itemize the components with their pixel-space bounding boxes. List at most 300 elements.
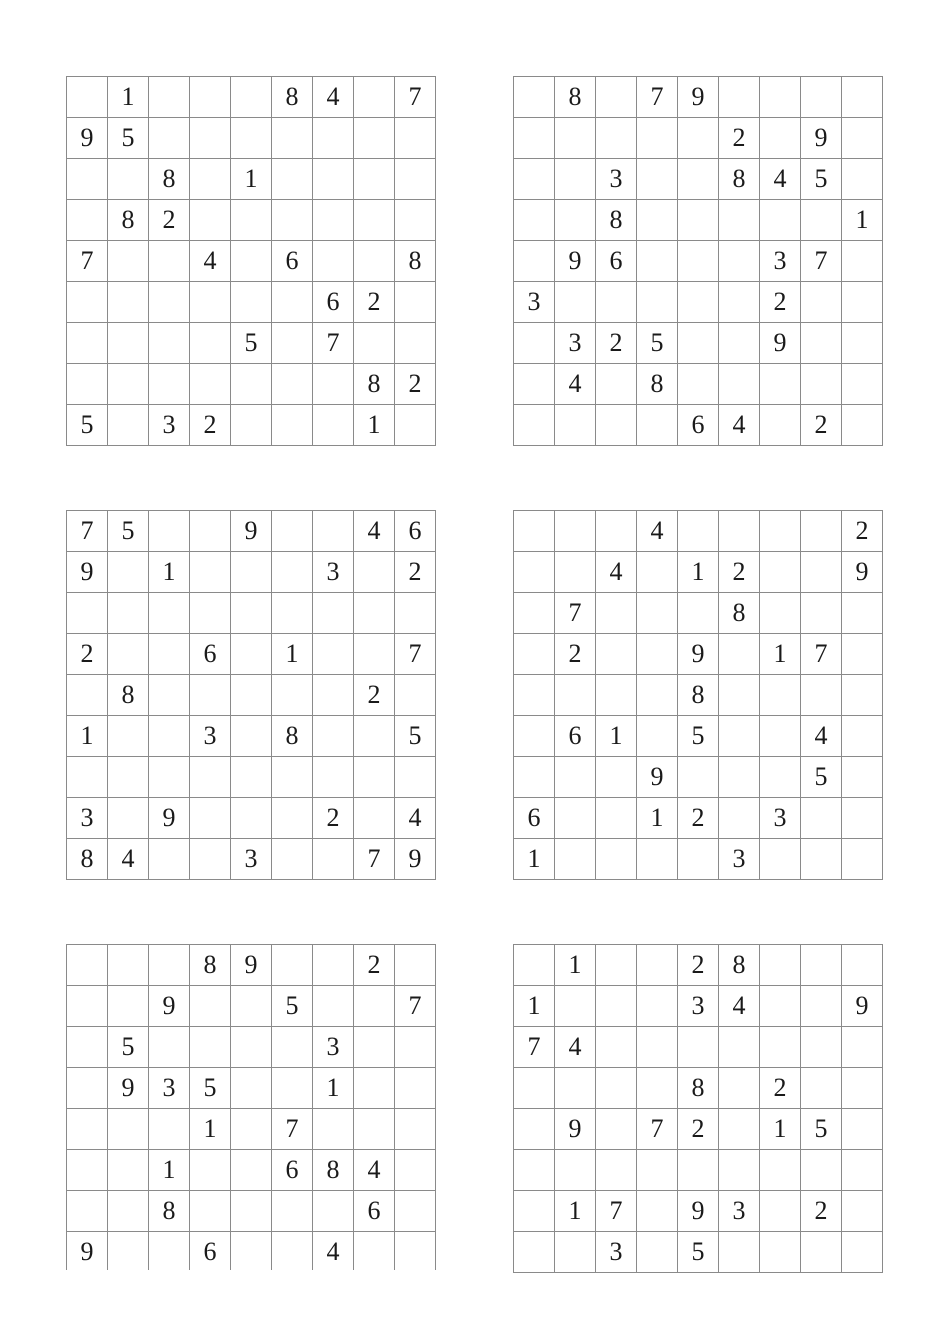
grid-cell: 3 bbox=[313, 552, 354, 593]
grid-cell bbox=[231, 364, 272, 405]
grid-cell bbox=[637, 241, 678, 282]
grid-cell bbox=[354, 716, 395, 757]
grid-cell bbox=[108, 593, 149, 634]
grid-cell bbox=[801, 282, 842, 323]
grid-cell: 1 bbox=[760, 634, 801, 675]
grid-cell bbox=[596, 757, 637, 798]
grid-cell bbox=[231, 282, 272, 323]
grid-cell bbox=[190, 77, 231, 118]
grid-cell bbox=[395, 757, 436, 798]
grid-cell: 1 bbox=[514, 986, 555, 1027]
grid-cell bbox=[596, 1027, 637, 1068]
grid-cell bbox=[149, 364, 190, 405]
grid-cell bbox=[555, 798, 596, 839]
grid-row bbox=[67, 241, 436, 282]
grid-cell bbox=[272, 1027, 313, 1068]
grid-cell bbox=[108, 945, 149, 986]
grid-cell: 4 bbox=[596, 552, 637, 593]
grid-cell: 2 bbox=[555, 634, 596, 675]
grid-cell bbox=[637, 675, 678, 716]
grid-cell: 2 bbox=[395, 552, 436, 593]
sudoku-grid-6 bbox=[513, 944, 883, 1273]
grid-cell bbox=[272, 159, 313, 200]
grid-cell bbox=[637, 118, 678, 159]
grid-cell: 9 bbox=[149, 798, 190, 839]
grid-cell bbox=[67, 364, 108, 405]
grid-cell: 2 bbox=[190, 405, 231, 446]
grid-cell: 9 bbox=[801, 118, 842, 159]
grid-cell bbox=[108, 364, 149, 405]
grid-row bbox=[514, 634, 883, 675]
grid-cell bbox=[801, 511, 842, 552]
grid-cell: 9 bbox=[678, 77, 719, 118]
grid-cell: 3 bbox=[719, 839, 760, 880]
grid-cell bbox=[514, 200, 555, 241]
grid-cell bbox=[395, 945, 436, 986]
grid-cell bbox=[108, 552, 149, 593]
grid-cell bbox=[190, 1150, 231, 1191]
grid-cell: 8 bbox=[678, 1068, 719, 1109]
grid-row bbox=[67, 323, 436, 364]
grid-cell bbox=[637, 552, 678, 593]
grid-cell bbox=[149, 77, 190, 118]
grid-cell bbox=[514, 757, 555, 798]
grid-cell bbox=[842, 159, 883, 200]
sudoku-grid-5 bbox=[66, 944, 436, 1270]
grid-cell bbox=[596, 839, 637, 880]
grid-cell: 7 bbox=[67, 511, 108, 552]
grid-row bbox=[514, 364, 883, 405]
grid-cell: 8 bbox=[719, 945, 760, 986]
grid-cell bbox=[108, 1232, 149, 1271]
grid-cell: 8 bbox=[596, 200, 637, 241]
grid-cell bbox=[108, 159, 149, 200]
grid-cell bbox=[637, 405, 678, 446]
grid-cell bbox=[760, 1027, 801, 1068]
grid-cell bbox=[231, 798, 272, 839]
grid-cell bbox=[354, 200, 395, 241]
grid-cell bbox=[395, 282, 436, 323]
grid-cell bbox=[719, 364, 760, 405]
grid-cell: 1 bbox=[149, 552, 190, 593]
grid-cell bbox=[842, 1191, 883, 1232]
grid-cell: 9 bbox=[231, 945, 272, 986]
grid-row bbox=[67, 798, 436, 839]
grid-cell bbox=[108, 757, 149, 798]
grid-row bbox=[67, 634, 436, 675]
grid-cell bbox=[637, 634, 678, 675]
grid-cell: 8 bbox=[190, 945, 231, 986]
grid-cell bbox=[719, 282, 760, 323]
grid-cell bbox=[555, 200, 596, 241]
grid-cell bbox=[678, 159, 719, 200]
grid-cell: 9 bbox=[637, 757, 678, 798]
grid-cell: 1 bbox=[231, 159, 272, 200]
grid-row bbox=[514, 675, 883, 716]
grid-cell: 1 bbox=[108, 77, 149, 118]
grid-cell bbox=[760, 405, 801, 446]
grid-cell bbox=[514, 634, 555, 675]
grid-cell bbox=[190, 986, 231, 1027]
grid-cell bbox=[354, 241, 395, 282]
grid-cell bbox=[395, 1232, 436, 1271]
grid-cell: 9 bbox=[678, 1191, 719, 1232]
grid-cell: 1 bbox=[760, 1109, 801, 1150]
grid-cell: 7 bbox=[395, 77, 436, 118]
grid-cell bbox=[514, 1150, 555, 1191]
grid-cell bbox=[67, 159, 108, 200]
grid-cell bbox=[514, 1068, 555, 1109]
grid-cell bbox=[637, 716, 678, 757]
grid-cell: 5 bbox=[678, 716, 719, 757]
grid-cell: 1 bbox=[678, 552, 719, 593]
grid-cell bbox=[313, 511, 354, 552]
grid-cell: 2 bbox=[801, 405, 842, 446]
grid-cell bbox=[801, 798, 842, 839]
grid-row bbox=[514, 798, 883, 839]
grid-cell bbox=[719, 77, 760, 118]
grid-cell bbox=[108, 1191, 149, 1232]
grid-cell bbox=[272, 945, 313, 986]
grid-row bbox=[514, 945, 883, 986]
grid-cell bbox=[596, 511, 637, 552]
grid-cell: 4 bbox=[354, 1150, 395, 1191]
grid-cell: 2 bbox=[67, 634, 108, 675]
grid-cell bbox=[149, 757, 190, 798]
grid-cell: 6 bbox=[678, 405, 719, 446]
grid-cell bbox=[313, 1109, 354, 1150]
grid-cell bbox=[231, 1109, 272, 1150]
grid-cell bbox=[108, 405, 149, 446]
grid-cell bbox=[555, 552, 596, 593]
grid-cell bbox=[231, 593, 272, 634]
grid-cell bbox=[555, 159, 596, 200]
grid-cell: 1 bbox=[555, 945, 596, 986]
grid-cell bbox=[272, 323, 313, 364]
grid-row bbox=[67, 200, 436, 241]
grid-cell bbox=[760, 1273, 801, 1274]
grid-cell bbox=[272, 1191, 313, 1232]
grid-cell bbox=[149, 323, 190, 364]
grid-cell bbox=[272, 118, 313, 159]
grid-cell: 2 bbox=[760, 282, 801, 323]
grid-cell bbox=[231, 77, 272, 118]
grid-cell: 5 bbox=[108, 511, 149, 552]
grid-cell bbox=[760, 552, 801, 593]
grid-cell bbox=[190, 798, 231, 839]
grid-cell bbox=[678, 1273, 719, 1274]
grid-cell bbox=[313, 241, 354, 282]
grid-cell: 1 bbox=[555, 1191, 596, 1232]
grid-cell bbox=[760, 364, 801, 405]
grid-row bbox=[514, 1232, 883, 1273]
grid-cell bbox=[514, 405, 555, 446]
grid-row bbox=[67, 945, 436, 986]
grid-cell bbox=[272, 1068, 313, 1109]
grid-cell bbox=[596, 405, 637, 446]
grid-cell bbox=[108, 323, 149, 364]
grid-cell bbox=[514, 552, 555, 593]
grid-row bbox=[514, 77, 883, 118]
grid-cell bbox=[108, 241, 149, 282]
grid-cell: 6 bbox=[354, 1191, 395, 1232]
grid-cell bbox=[313, 364, 354, 405]
grid-cell bbox=[678, 839, 719, 880]
grid-cell bbox=[842, 118, 883, 159]
grid-cell bbox=[149, 282, 190, 323]
grid-cell: 5 bbox=[67, 405, 108, 446]
grid-cell bbox=[514, 241, 555, 282]
grid-cell bbox=[842, 1068, 883, 1109]
grid-cell bbox=[719, 1109, 760, 1150]
grid-row bbox=[514, 716, 883, 757]
grid-cell bbox=[231, 716, 272, 757]
grid-row bbox=[67, 757, 436, 798]
grid-cell bbox=[149, 839, 190, 880]
grid-cell: 8 bbox=[354, 364, 395, 405]
grid-cell: 3 bbox=[149, 1068, 190, 1109]
grid-cell bbox=[596, 118, 637, 159]
grid-cell bbox=[514, 511, 555, 552]
grid-cell bbox=[719, 511, 760, 552]
grid-cell bbox=[801, 675, 842, 716]
grid-cell bbox=[596, 593, 637, 634]
grid-row bbox=[514, 757, 883, 798]
grid-cell bbox=[272, 593, 313, 634]
grid-cell: 9 bbox=[67, 552, 108, 593]
grid-cell bbox=[637, 1150, 678, 1191]
grid-cell: 9 bbox=[678, 634, 719, 675]
grid-cell: 3 bbox=[719, 1191, 760, 1232]
grid-cell bbox=[272, 405, 313, 446]
grid-cell bbox=[555, 1232, 596, 1273]
grid-cell: 3 bbox=[678, 986, 719, 1027]
grid-cell: 2 bbox=[719, 552, 760, 593]
grid-cell: 7 bbox=[555, 593, 596, 634]
grid-cell: 8 bbox=[637, 364, 678, 405]
grid-cell: 6 bbox=[555, 716, 596, 757]
grid-cell bbox=[678, 511, 719, 552]
grid-row bbox=[514, 1150, 883, 1191]
grid-cell bbox=[678, 364, 719, 405]
grid-cell bbox=[354, 986, 395, 1027]
grid-cell bbox=[313, 986, 354, 1027]
grid-cell bbox=[555, 986, 596, 1027]
grid-cell: 7 bbox=[514, 1027, 555, 1068]
grid-row bbox=[514, 405, 883, 446]
grid-cell bbox=[719, 1027, 760, 1068]
grid-cell bbox=[190, 159, 231, 200]
grid-cell: 2 bbox=[354, 675, 395, 716]
grid-cell: 1 bbox=[842, 200, 883, 241]
grid-cell bbox=[354, 159, 395, 200]
grid-cell: 7 bbox=[637, 1109, 678, 1150]
grid-cell bbox=[596, 364, 637, 405]
grid-cell bbox=[514, 323, 555, 364]
grid-cell bbox=[596, 986, 637, 1027]
grid-cell bbox=[313, 159, 354, 200]
grid-cell: 4 bbox=[555, 1027, 596, 1068]
grid-cell bbox=[842, 323, 883, 364]
grid-cell bbox=[149, 241, 190, 282]
grid-cell bbox=[842, 282, 883, 323]
grid-cell: 2 bbox=[395, 364, 436, 405]
grid-cell: 9 bbox=[842, 986, 883, 1027]
grid-cell bbox=[596, 675, 637, 716]
grid-cell bbox=[801, 839, 842, 880]
grid-cell: 5 bbox=[637, 323, 678, 364]
grid-cell bbox=[842, 1273, 883, 1274]
grid-cell bbox=[719, 716, 760, 757]
grid-cell bbox=[719, 757, 760, 798]
grid-cell: 8 bbox=[272, 77, 313, 118]
grid-cell bbox=[313, 716, 354, 757]
grid-row bbox=[514, 282, 883, 323]
grid-cell bbox=[596, 1109, 637, 1150]
grid-cell bbox=[313, 593, 354, 634]
grid-cell bbox=[555, 675, 596, 716]
grid-cell: 8 bbox=[149, 159, 190, 200]
grid-cell bbox=[67, 593, 108, 634]
grid-cell bbox=[354, 118, 395, 159]
grid-row bbox=[514, 552, 883, 593]
grid-cell bbox=[842, 757, 883, 798]
grid-cell: 3 bbox=[760, 241, 801, 282]
grid-cell bbox=[190, 200, 231, 241]
grid-cell: 1 bbox=[354, 405, 395, 446]
grid-cell bbox=[678, 757, 719, 798]
grid-cell: 7 bbox=[395, 634, 436, 675]
grid-cell: 5 bbox=[395, 716, 436, 757]
grid-row bbox=[514, 1191, 883, 1232]
grid-cell bbox=[760, 77, 801, 118]
grid-cell bbox=[760, 1191, 801, 1232]
grid-row bbox=[67, 839, 436, 880]
grid-cell: 5 bbox=[108, 118, 149, 159]
grid-cell bbox=[678, 200, 719, 241]
grid-row bbox=[67, 552, 436, 593]
grid-cell bbox=[190, 118, 231, 159]
grid-cell bbox=[514, 118, 555, 159]
grid-cell bbox=[231, 634, 272, 675]
grid-cell bbox=[514, 675, 555, 716]
grid-cell bbox=[149, 1109, 190, 1150]
grid-cell: 1 bbox=[272, 634, 313, 675]
grid-cell bbox=[313, 945, 354, 986]
grid-row bbox=[514, 118, 883, 159]
grid-cell bbox=[678, 282, 719, 323]
grid-cell bbox=[190, 1027, 231, 1068]
grid-cell bbox=[801, 1232, 842, 1273]
grid-cell bbox=[231, 675, 272, 716]
grid-cell: 4 bbox=[313, 77, 354, 118]
grid-cell bbox=[719, 675, 760, 716]
grid-cell bbox=[514, 1232, 555, 1273]
grid-cell bbox=[760, 511, 801, 552]
grid-cell bbox=[555, 282, 596, 323]
grid-cell bbox=[313, 675, 354, 716]
grid-cell bbox=[801, 986, 842, 1027]
grid-cell bbox=[190, 757, 231, 798]
grid-cell bbox=[395, 1191, 436, 1232]
grid-cell bbox=[149, 945, 190, 986]
grid-cell bbox=[67, 1150, 108, 1191]
grid-cell bbox=[354, 634, 395, 675]
grid-cell bbox=[272, 282, 313, 323]
grid-row bbox=[67, 159, 436, 200]
grid-row bbox=[514, 986, 883, 1027]
grid-cell bbox=[842, 241, 883, 282]
grid-cell: 7 bbox=[596, 1191, 637, 1232]
grid-cell bbox=[67, 282, 108, 323]
grid-cell bbox=[272, 200, 313, 241]
grid-cell bbox=[637, 1027, 678, 1068]
grid-cell bbox=[842, 1150, 883, 1191]
grid-cell: 8 bbox=[67, 839, 108, 880]
grid-cell bbox=[637, 159, 678, 200]
grid-row bbox=[67, 405, 436, 446]
grid-row bbox=[67, 1232, 436, 1271]
grid-cell: 9 bbox=[67, 1232, 108, 1271]
grid-cell bbox=[760, 945, 801, 986]
grid-cell bbox=[190, 323, 231, 364]
grid-cell bbox=[842, 364, 883, 405]
grid-cell: 5 bbox=[801, 159, 842, 200]
grid-cell bbox=[719, 1273, 760, 1274]
grid-cell bbox=[395, 118, 436, 159]
grid-cell bbox=[596, 1150, 637, 1191]
grid-cell: 9 bbox=[231, 511, 272, 552]
grid-row bbox=[514, 1109, 883, 1150]
grid-cell: 9 bbox=[395, 839, 436, 880]
grid-cell bbox=[596, 634, 637, 675]
grid-cell: 4 bbox=[395, 798, 436, 839]
grid-cell bbox=[354, 593, 395, 634]
grid-cell bbox=[231, 241, 272, 282]
grid-cell bbox=[272, 1232, 313, 1271]
grid-cell bbox=[719, 200, 760, 241]
grid-cell: 4 bbox=[637, 511, 678, 552]
grid-row bbox=[514, 1027, 883, 1068]
grid-cell bbox=[760, 675, 801, 716]
grid-cell bbox=[67, 986, 108, 1027]
grid-cell bbox=[514, 77, 555, 118]
grid-cell bbox=[719, 634, 760, 675]
grid-cell bbox=[108, 634, 149, 675]
grid-cell bbox=[719, 798, 760, 839]
grid-cell: 8 bbox=[149, 1191, 190, 1232]
grid-cell: 1 bbox=[596, 716, 637, 757]
grid-cell: 8 bbox=[272, 716, 313, 757]
sudoku-grid-5-clip bbox=[60, 940, 450, 1270]
grid-cell: 9 bbox=[555, 241, 596, 282]
grid-cell bbox=[313, 118, 354, 159]
grid-cell bbox=[67, 945, 108, 986]
grid-cell bbox=[801, 323, 842, 364]
grid-cell bbox=[842, 716, 883, 757]
grid-row bbox=[67, 675, 436, 716]
grid-cell bbox=[760, 1150, 801, 1191]
grid-cell bbox=[637, 1191, 678, 1232]
grid-cell: 3 bbox=[555, 323, 596, 364]
grid-cell: 1 bbox=[190, 1109, 231, 1150]
grid-row bbox=[67, 1191, 436, 1232]
grid-cell bbox=[678, 1150, 719, 1191]
grid-cell bbox=[108, 986, 149, 1027]
grid-cell: 5 bbox=[801, 1109, 842, 1150]
grid-row bbox=[67, 118, 436, 159]
grid-cell bbox=[231, 200, 272, 241]
